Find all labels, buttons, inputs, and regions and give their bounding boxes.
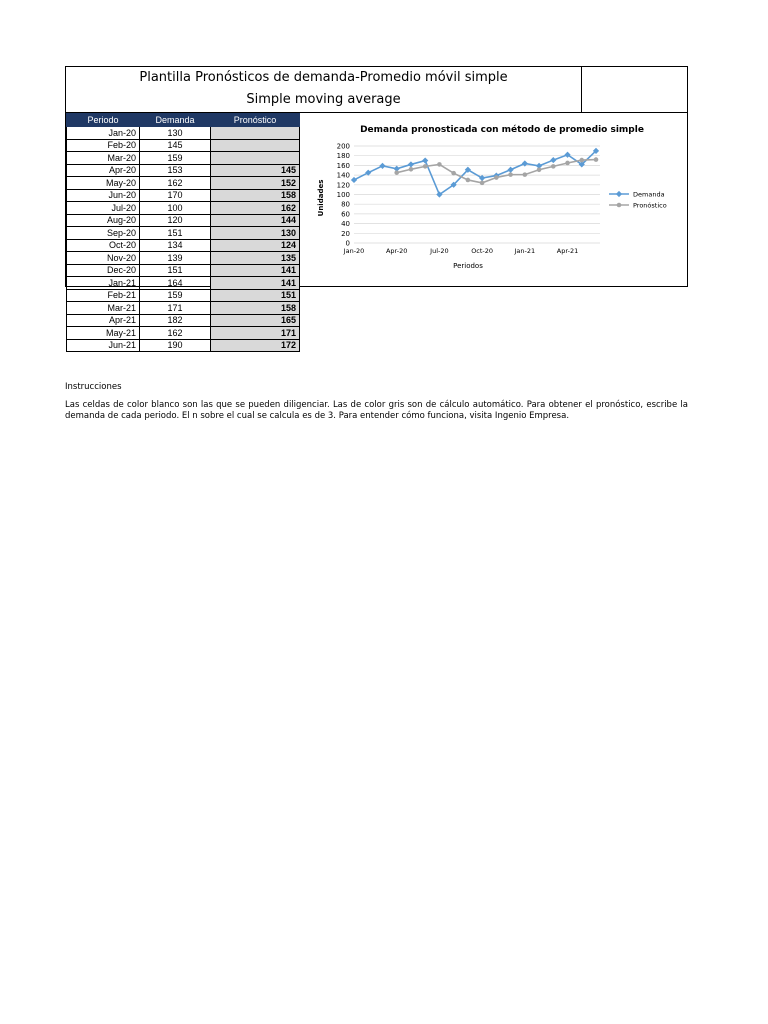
cell-periodo[interactable]: Feb-21 bbox=[67, 289, 140, 302]
data-point-pronostico bbox=[494, 175, 499, 180]
legend-marker bbox=[616, 191, 622, 197]
cell-periodo[interactable]: Apr-21 bbox=[67, 314, 140, 327]
data-point-pronostico bbox=[537, 167, 542, 172]
y-tick-label: 0 bbox=[345, 239, 350, 248]
table-row bbox=[67, 314, 300, 327]
cell-periodo[interactable]: Jun-20 bbox=[67, 189, 140, 202]
y-axis-title: Unidades bbox=[317, 179, 325, 217]
column-header-demanda[interactable]: Demanda bbox=[140, 114, 211, 127]
chart-legend bbox=[609, 191, 667, 210]
y-tick-label: 40 bbox=[341, 220, 350, 229]
data-point-pronostico bbox=[579, 158, 584, 163]
cell-periodo[interactable]: Nov-20 bbox=[67, 252, 140, 265]
y-tick-label: 200 bbox=[336, 142, 350, 151]
cell-periodo[interactable]: May-21 bbox=[67, 327, 140, 340]
cell-periodo[interactable]: Jan-21 bbox=[67, 277, 140, 290]
table-row bbox=[67, 277, 300, 290]
data-point-pronostico bbox=[508, 172, 513, 177]
cell-demanda[interactable]: 159 bbox=[140, 289, 211, 302]
cell-periodo[interactable]: Sep-20 bbox=[67, 227, 140, 240]
x-tick-label: Apr-20 bbox=[385, 247, 408, 255]
cell-periodo[interactable]: Oct-20 bbox=[67, 239, 140, 252]
table-row bbox=[67, 202, 300, 215]
data-point-demanda bbox=[351, 177, 357, 183]
cell-demanda[interactable]: 120 bbox=[140, 214, 211, 227]
data-point-pronostico bbox=[480, 181, 485, 186]
cell-pronostico bbox=[211, 152, 300, 165]
forecast-chart[interactable] bbox=[302, 112, 688, 287]
instructions-block bbox=[65, 382, 688, 421]
cell-periodo[interactable]: Feb-20 bbox=[67, 139, 140, 152]
data-point-pronostico bbox=[437, 162, 442, 167]
cell-demanda[interactable]: 151 bbox=[140, 227, 211, 240]
table-row bbox=[67, 189, 300, 202]
table-row bbox=[67, 139, 300, 152]
cell-pronostico bbox=[211, 139, 300, 152]
cell-pronostico: 158 bbox=[211, 189, 300, 202]
cell-demanda[interactable]: 170 bbox=[140, 189, 211, 202]
cell-demanda[interactable]: 100 bbox=[140, 202, 211, 215]
cell-pronostico: 158 bbox=[211, 302, 300, 315]
data-point-demanda bbox=[550, 157, 556, 163]
series-line-0 bbox=[354, 151, 596, 195]
y-tick-label: 180 bbox=[336, 152, 350, 161]
x-axis-title: Periodos bbox=[453, 262, 483, 270]
chart-title: Demanda pronosticada con método de promedio simple bbox=[360, 125, 644, 135]
data-point-demanda bbox=[507, 167, 513, 173]
data-point-demanda bbox=[408, 161, 414, 167]
cell-pronostico: 165 bbox=[211, 314, 300, 327]
table-row bbox=[67, 302, 300, 315]
cell-demanda[interactable]: 130 bbox=[140, 127, 211, 140]
table-header-row bbox=[67, 114, 300, 127]
table-row bbox=[67, 264, 300, 277]
cell-demanda[interactable]: 139 bbox=[140, 252, 211, 265]
y-tick-label: 120 bbox=[336, 181, 350, 190]
y-tick-label: 80 bbox=[341, 200, 350, 209]
table-row bbox=[67, 327, 300, 340]
data-point-pronostico bbox=[594, 157, 599, 162]
x-tick-label: Apr-21 bbox=[556, 247, 579, 255]
data-point-pronostico bbox=[423, 164, 428, 169]
cell-demanda[interactable]: 159 bbox=[140, 152, 211, 165]
cell-pronostico bbox=[211, 127, 300, 140]
cell-pronostico: 145 bbox=[211, 164, 300, 177]
data-point-pronostico bbox=[394, 170, 399, 175]
cell-pronostico: 141 bbox=[211, 277, 300, 290]
cell-pronostico: 141 bbox=[211, 264, 300, 277]
y-tick-label: 20 bbox=[341, 229, 350, 238]
cell-demanda[interactable]: 164 bbox=[140, 277, 211, 290]
cell-periodo[interactable]: Jul-20 bbox=[67, 202, 140, 215]
data-point-demanda bbox=[379, 163, 385, 169]
x-tick-label: Jul-20 bbox=[430, 247, 449, 255]
cell-pronostico: 152 bbox=[211, 177, 300, 190]
page-title: Plantilla Pronósticos de demanda-Promedio móvil simple bbox=[139, 70, 508, 85]
table-row bbox=[67, 177, 300, 190]
table-row bbox=[67, 339, 300, 352]
y-tick-label: 100 bbox=[336, 191, 350, 199]
cell-demanda[interactable]: 162 bbox=[140, 327, 211, 340]
y-tick-label: 140 bbox=[336, 171, 350, 180]
data-point-pronostico bbox=[565, 161, 570, 166]
cell-pronostico: 171 bbox=[211, 327, 300, 340]
instructions-text: Las celdas de color blanco son las que se pueden diligenciar. Las de color gris son de cálculo automático. Para obtener el pronóstico, escribe la demanda de cada periodo. El n sobre el cual se calcula es de 3. Para entender cómo funciona, visita Ingenio Empresa. bbox=[65, 400, 688, 421]
cell-pronostico: 151 bbox=[211, 289, 300, 302]
cell-demanda[interactable]: 134 bbox=[140, 239, 211, 252]
data-point-pronostico bbox=[466, 178, 471, 183]
table-row bbox=[67, 152, 300, 165]
x-tick-label: Jan-21 bbox=[514, 247, 536, 255]
cell-pronostico: 162 bbox=[211, 202, 300, 215]
cell-pronostico: 135 bbox=[211, 252, 300, 265]
chart-axes bbox=[337, 143, 579, 256]
legend-label: Demanda bbox=[633, 190, 665, 199]
title-cell[interactable] bbox=[66, 67, 582, 113]
table-body bbox=[67, 127, 300, 352]
y-tick-label: 60 bbox=[341, 210, 350, 219]
x-tick-label: Oct-20 bbox=[471, 247, 494, 255]
legend-label: Pronóstico bbox=[633, 201, 667, 210]
cell-demanda[interactable]: 145 bbox=[140, 139, 211, 152]
cell-demanda[interactable]: 162 bbox=[140, 177, 211, 190]
table-row bbox=[67, 214, 300, 227]
data-point-pronostico bbox=[551, 164, 556, 169]
x-tick-label: Jan-20 bbox=[343, 247, 365, 255]
cell-pronostico: 144 bbox=[211, 214, 300, 227]
column-header-periodo[interactable]: Periodo bbox=[67, 114, 140, 127]
data-point-demanda bbox=[422, 157, 428, 163]
table-row bbox=[67, 127, 300, 140]
cell-demanda[interactable]: 151 bbox=[140, 264, 211, 277]
legend-marker bbox=[617, 203, 622, 208]
cell-demanda[interactable]: 153 bbox=[140, 164, 211, 177]
cell-pronostico: 172 bbox=[211, 339, 300, 352]
empty-corner-cell[interactable] bbox=[582, 67, 687, 113]
cell-pronostico: 124 bbox=[211, 239, 300, 252]
data-point-pronostico bbox=[409, 167, 414, 172]
data-point-pronostico bbox=[451, 171, 456, 176]
cell-pronostico: 130 bbox=[211, 227, 300, 240]
table-row bbox=[67, 227, 300, 240]
cell-demanda[interactable]: 171 bbox=[140, 302, 211, 315]
data-point-pronostico bbox=[523, 172, 528, 177]
chart-series bbox=[351, 148, 599, 198]
cell-periodo[interactable]: Jan-20 bbox=[67, 127, 140, 140]
cell-periodo[interactable]: Mar-20 bbox=[67, 152, 140, 165]
table-row bbox=[67, 164, 300, 177]
cell-periodo[interactable]: Apr-20 bbox=[67, 164, 140, 177]
cell-periodo[interactable]: Jun-21 bbox=[67, 339, 140, 352]
cell-periodo[interactable]: Aug-20 bbox=[67, 214, 140, 227]
table-row bbox=[67, 239, 300, 252]
table-row bbox=[67, 252, 300, 265]
forecast-table bbox=[66, 113, 300, 352]
cell-demanda[interactable]: 190 bbox=[140, 339, 211, 352]
cell-periodo[interactable]: Dec-20 bbox=[67, 264, 140, 277]
page-subtitle: Simple moving average bbox=[246, 92, 401, 107]
chart-grid bbox=[354, 146, 600, 243]
instructions-title: Instrucciones bbox=[65, 382, 122, 392]
cell-periodo[interactable]: May-20 bbox=[67, 177, 140, 190]
y-tick-label: 160 bbox=[336, 161, 350, 170]
column-header-pronostico[interactable]: Pronóstico bbox=[211, 114, 300, 127]
table-row bbox=[67, 289, 300, 302]
cell-demanda[interactable]: 182 bbox=[140, 314, 211, 327]
cell-periodo[interactable]: Mar-21 bbox=[67, 302, 140, 315]
